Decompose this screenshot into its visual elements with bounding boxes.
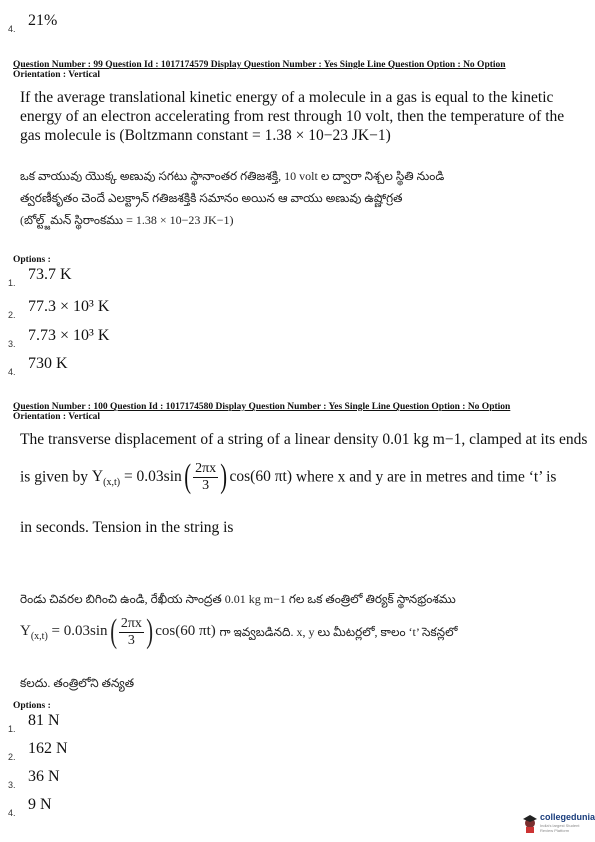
- option-text: 77.3 × 10³ K: [28, 298, 110, 315]
- q99-te-line: త్వరణీకృతం చెందే ఎలక్ట్రాన్ గతిజశక్తికి సమానం అయిన ఆ వాయు అణువు ఉష్ణోగ్రత: [20, 191, 403, 205]
- option-number: 2.: [8, 310, 16, 320]
- paren-right: ): [220, 458, 228, 495]
- option-number: 1.: [8, 278, 16, 288]
- option-text: 81 N: [28, 712, 60, 729]
- formula-lhs: Y: [91, 467, 104, 485]
- q99-meta-line1: Question Number : 99 Question Id : 1017174579 Display Question Number : Yes Single Line Question Option : No Option: [13, 60, 506, 70]
- logo-name: collegedunia: [540, 812, 595, 822]
- q99-meta-line2: Orientation : Vertical: [13, 70, 101, 80]
- paren-left: (: [184, 458, 191, 495]
- q100-options-label: Options :: [13, 701, 51, 711]
- option-text: 162 N: [28, 740, 68, 757]
- q100-meta-line2: Orientation : Vertical: [13, 412, 101, 422]
- option-number: 2.: [8, 752, 16, 762]
- formula-sub: (x,t): [30, 631, 48, 643]
- option-number: 1.: [8, 724, 16, 734]
- graduate-icon: [522, 814, 538, 834]
- option-number: 4.: [8, 808, 16, 818]
- option-text: 9 N: [28, 796, 52, 813]
- q99-en-line: gas molecule is (Boltzmann constant = 1.38 × 10−23 JK−1): [20, 127, 391, 144]
- q100-te-post: గా ఇవ్వబడినది. x, y లు మీటర్లలో, కాలం ‘t’ సెకన్లలో: [219, 625, 458, 639]
- q100-en-line: in seconds. Tension in the string is: [20, 519, 234, 536]
- option-text: 36 N: [28, 768, 60, 785]
- formula-cos: cos(60 πt): [229, 467, 293, 485]
- formula-eq: = 0.03sin: [51, 623, 108, 640]
- q99-en-line: If the average translational kinetic energy of a molecule in a gas is equal to the kinetic: [20, 89, 554, 106]
- fraction-num: 2πx: [120, 615, 142, 631]
- option-number: 3.: [8, 780, 16, 790]
- paren-right: ): [146, 613, 153, 650]
- formula-sub: (x,t): [103, 476, 121, 488]
- q99-en-line: energy of an electron accelerating from rest through 10 volt, then the temperature of the: [20, 108, 565, 125]
- option-text: 730 K: [28, 355, 68, 372]
- q100-meta: [13, 402, 588, 422]
- q100-te-line: కలదు. తంత్రిలోని తన్యత: [20, 676, 135, 690]
- fraction: [119, 616, 144, 649]
- option-text: 21%: [28, 12, 58, 29]
- q100-en-pre: is given by: [20, 468, 89, 486]
- q99-options-label: Options :: [13, 255, 51, 265]
- formula-cos: cos(60 πt): [155, 623, 216, 640]
- q100-en-line: The transverse displacement of a string of a linear density 0.01 kg m−1, clamped at its ends: [20, 431, 588, 448]
- q100-meta-line1: Question Number : 100 Question Id : 1017174580 Display Question Number : Yes Single Line Question Option : No Option: [13, 402, 511, 412]
- q100-te-line: రెండు చివరల బిగించి ఉండి, రేఖీయ సాంద్రత 0.01 kg m−1 గల ఒక తంత్రిలో తిర్యక్ స్థానభ్రంశము: [20, 592, 456, 606]
- collegedunia-logo: [522, 812, 595, 838]
- option-number: 3.: [8, 339, 16, 349]
- formula-eq: = 0.03sin: [123, 467, 182, 485]
- fraction-num: 2πx: [195, 460, 217, 476]
- wave-equation: [91, 458, 296, 495]
- q99-english-text: [20, 88, 585, 145]
- paren-left: (: [109, 613, 117, 650]
- prev-option: [8, 12, 128, 36]
- option-text: 73.7 K: [28, 266, 72, 283]
- option-number: 4.: [8, 367, 16, 377]
- q99-te-line: ఒక వాయువు యొక్క అణువు సగటు స్థానాంతర గతిజశక్తి, 10 volt ల ద్వారా నిశ్చల స్థితి నుండి: [20, 169, 445, 183]
- option-number: 4.: [8, 24, 16, 34]
- option-text: 7.73 × 10³ K: [28, 327, 110, 344]
- fraction-den: 3: [202, 477, 210, 493]
- formula-lhs: Y: [20, 623, 31, 640]
- q100-en-post: where x and y are in metres and time ‘t’ is: [295, 468, 557, 486]
- q99-te-line: (బోల్ట్జ్‌మన్ స్థిరాంకము = 1.38 × 10−23 JK−1): [20, 213, 234, 227]
- logo-tagline: India's largest Student Review Platform: [540, 823, 580, 833]
- wave-equation: [20, 613, 219, 650]
- q100-te-formula-line: [20, 615, 585, 661]
- fraction-den: 3: [127, 632, 135, 648]
- q99-meta: [13, 60, 588, 80]
- fraction: [193, 461, 218, 494]
- q99-telugu-text: [20, 165, 585, 231]
- q100-en-formula-line: [20, 460, 585, 504]
